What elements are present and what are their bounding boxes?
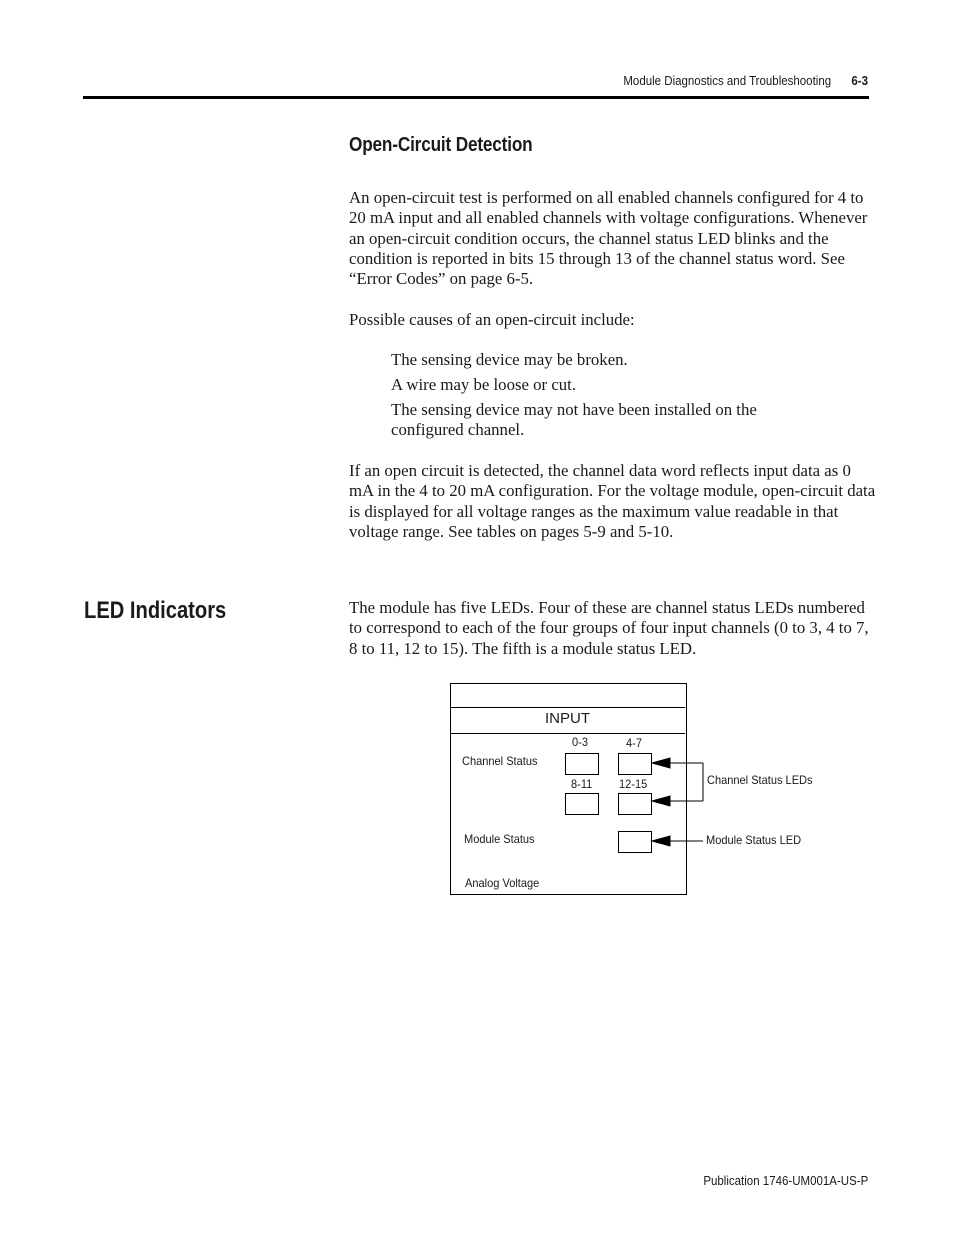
footer-publication: Publication 1746-UM001A-US-P — [703, 1174, 868, 1188]
cause-item-3: The sensing device may not have been installed on the configured channel. — [391, 400, 757, 440]
callout-module-status-led: Module Status LED — [706, 833, 802, 847]
led-label-12-15: 12-15 — [619, 777, 648, 791]
led-label-0-3: 0-3 — [572, 735, 588, 749]
module-status-label: Module Status — [464, 832, 535, 846]
open-circuit-para1: An open-circuit test is performed on all enabled channels configured for 4 to 20 mA input and all enabled channels with voltage configurations. Whenever an open-circuit condition occurs, the channel status LED blinks and the condition is reported in bits 15 through 13 of the channel status word. See “Error Codes” on page 6-5. — [349, 188, 868, 289]
open-circuit-heading: Open-Circuit Detection — [349, 134, 533, 156]
channel-status-label: Channel Status — [462, 754, 538, 768]
led-indicators-para: The module has five LEDs. Four of these are channel status LEDs numbered to correspond to each of the four groups of four input channels (0 to 3, 4 to 7, 8 to 11, 12 to 15). The fifth is a module status LED. — [349, 598, 869, 658]
led-label-4-7: 4-7 — [626, 736, 642, 750]
led-indicators-heading: LED Indicators — [84, 597, 227, 624]
analog-voltage-label: Analog Voltage — [465, 876, 540, 890]
led-label-8-11: 8-11 — [571, 777, 593, 791]
header-page-number: 6-3 — [851, 74, 868, 88]
panel-title: INPUT — [545, 710, 590, 727]
open-circuit-para2: Possible causes of an open-circuit include: — [349, 310, 635, 329]
cause-item-2: A wire may be loose or cut. — [391, 375, 577, 394]
cause-item-1: The sensing device may be broken. — [391, 350, 628, 369]
open-circuit-para3: If an open circuit is detected, the channel data word reflects input data as 0 mA in the 4 to 20 mA configuration. For the voltage module, open-circuit data is displayed for all voltage ranges as the maximum value readable in that voltage range. See tables on pages 5-9 and 5-10. — [349, 461, 876, 541]
callout-channel-status-leds: Channel Status LEDs — [707, 773, 813, 787]
header-section-title: Module Diagnostics and Troubleshooting — [623, 74, 832, 88]
